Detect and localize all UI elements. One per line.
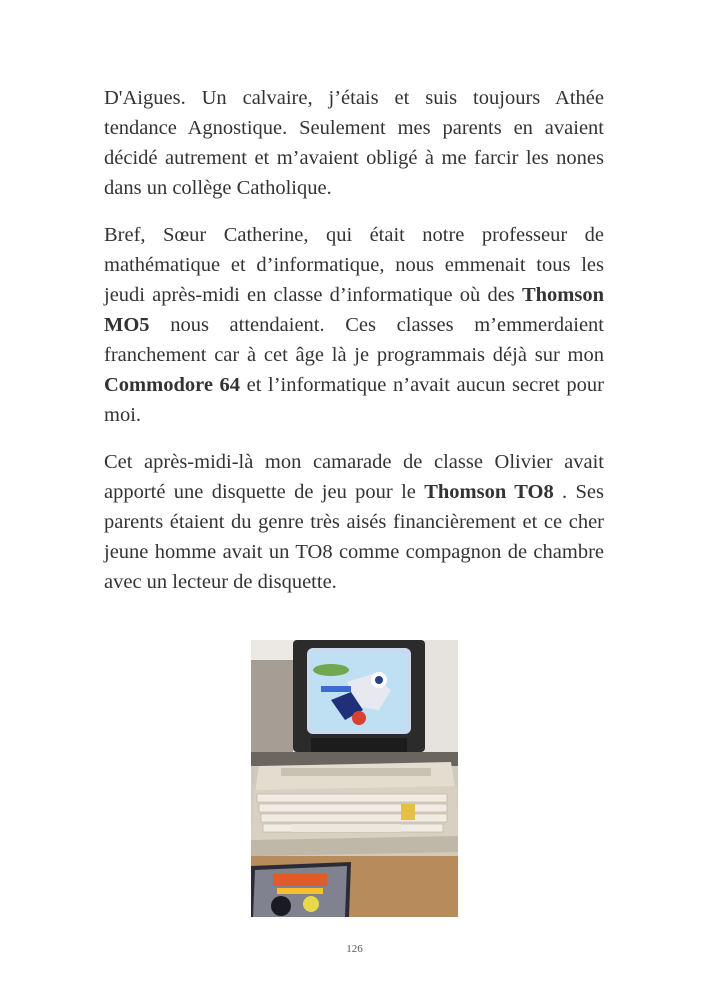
text-run: Bref, Sœur Catherine, qui était notre professeur de mathématique et d’informatique, nous emmenait tous les jeudi après-midi en classe d’informatique où des xyxy=(104,224,604,306)
paragraph-3 xyxy=(104,447,604,597)
body-text xyxy=(104,83,604,614)
text-run: D'Aigues. Un calvaire, j’étais et suis toujours Athée tendance Agnostique. Seulement mes parents en avaient décidé autrement et m’avaient obligé à me farcir les nones dans un collège Catholique. xyxy=(104,87,604,199)
paragraph-1 xyxy=(104,83,604,203)
text-run: . Ses parents étaient du genre très aisés financièrement et ce cher jeune homme avait un TO8 comme compagnon de chambre avec un lecteur de disquette. xyxy=(104,481,604,593)
page-number: 126 xyxy=(346,943,363,955)
bold-term: Thomson TO8 xyxy=(424,481,554,503)
bold-term: Commodore 64 xyxy=(104,374,241,396)
bold-term: Thomson MO5 xyxy=(104,284,604,336)
text-run: Cet après-midi-là mon camarade de classe Olivier avait apporté une disquette de jeu pour le xyxy=(104,451,604,503)
photo-thomson-to8 xyxy=(251,640,458,917)
paragraph-2 xyxy=(104,220,604,430)
text-run: nous attendaient. Ces classes m’emmerdaient franchement car à cet âge là je programmais déjà sur mon xyxy=(104,314,604,366)
text-run: et l’informatique n’avait aucun secret pour moi. xyxy=(104,374,605,426)
